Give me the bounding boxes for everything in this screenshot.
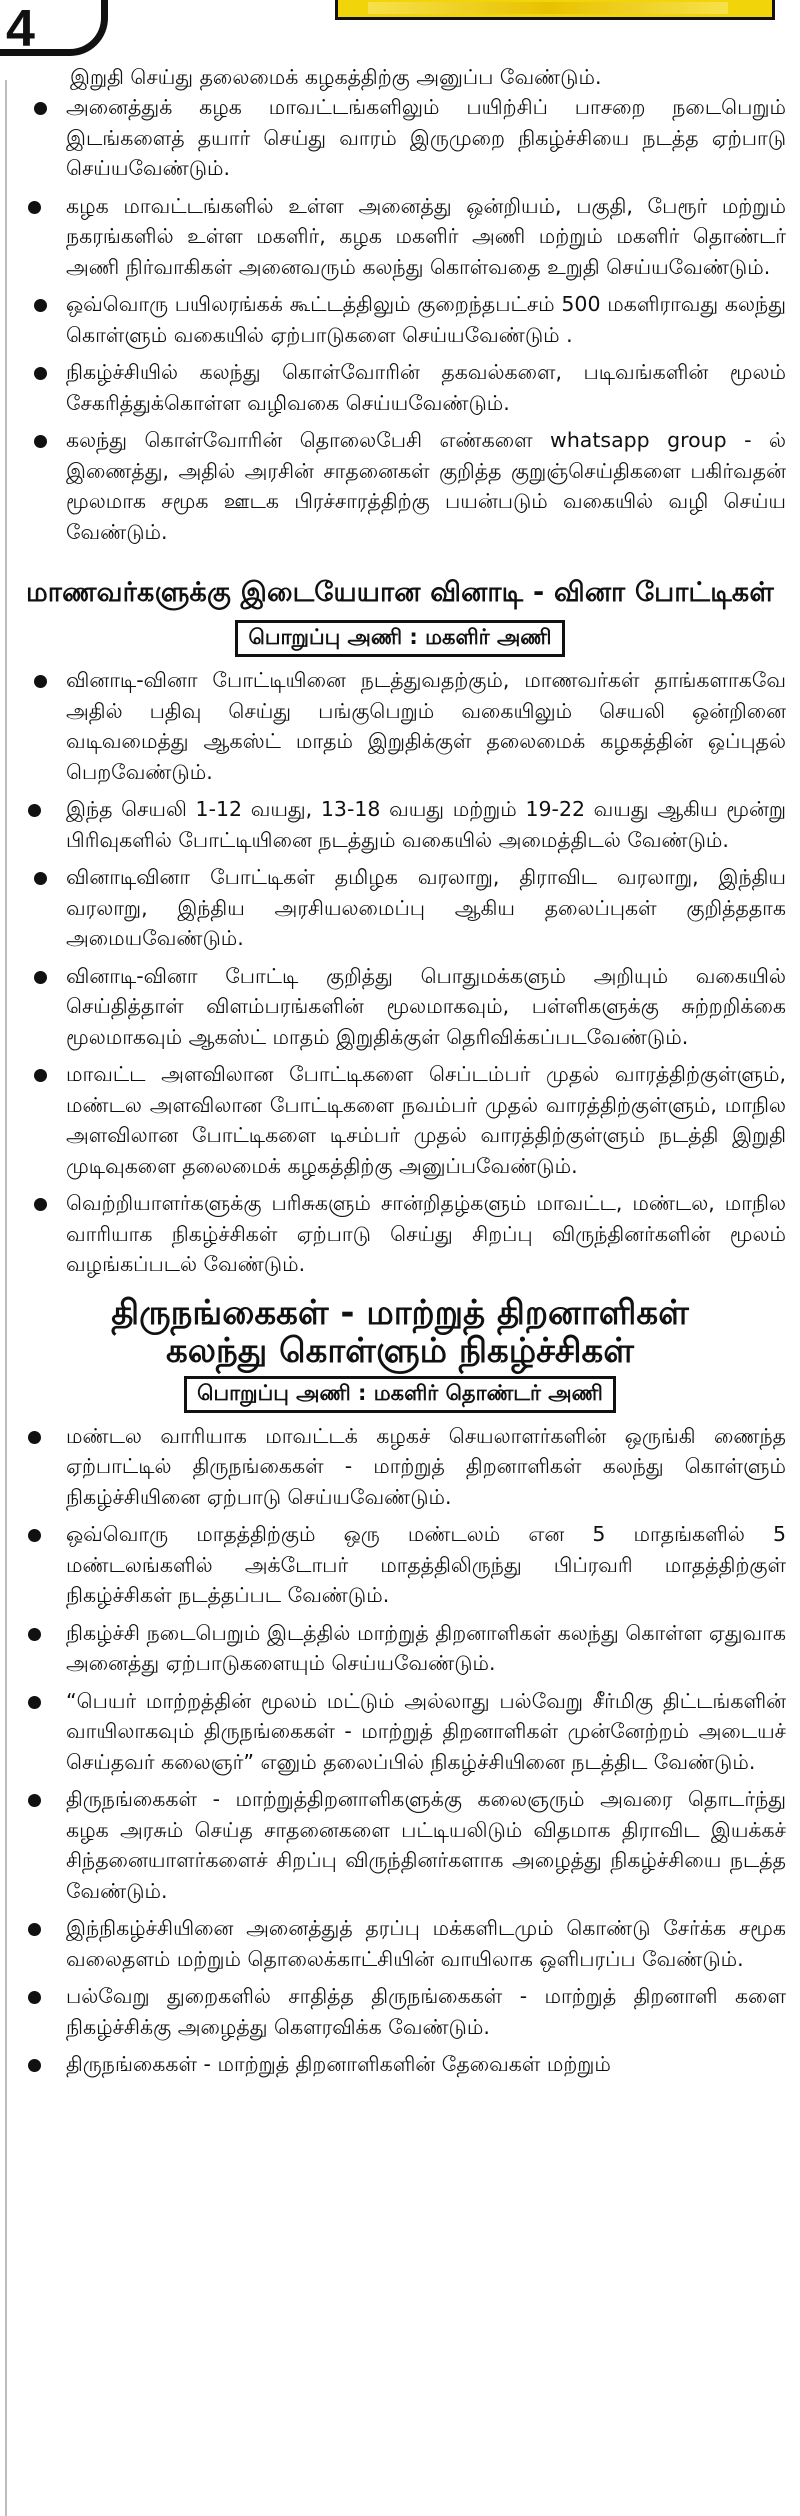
bullet-icon [34, 435, 47, 448]
page-number-badge [0, 0, 108, 56]
list-item-text: இந்த செயலி 1-12 வயது, 13-18 வயது மற்றும் 19-22 வயது ஆகிய மூன்று பிரிவுகளில் போட்டியினை நடத்தும் வகையில் அமைத்திடல் வேண்டும். [66, 797, 786, 852]
list-item-text: ஒவ்வொரு பயிலரங்கக் கூட்டத்திலும் குறைந்தபட்சம் 500 மகளிராவது கலந்து கொள்ளும் வகையில் ஏற்பாடுகளை செய்யவேண்டும் . [66, 292, 786, 347]
list-item [0, 862, 800, 954]
list-item-text: மாவட்ட அளவிலான போட்டிகளை செப்டம்பர் முதல் வாரத்திற்குள்ளும், மண்டல அளவிலான போட்டிகளை நவம்பர் முதல் வாரத்திற்குள்ளும், மாநில அளவிலான போட்டிகளை டிசம்பர் முதல் வாரத்திற்குள்ளும் நடத்தி இறுதி முடிவுகளை தலைமைக் கழகத்திற்கு அனுப்பவேண்டும். [66, 1062, 786, 1178]
list-item [0, 92, 800, 184]
bullet-icon [28, 1923, 41, 1936]
list-item-text: நிகழ்ச்சியில் கலந்து கொள்வோரின் தகவல்களை, படிவங்களின் மூலம் சேகரித்துக்கொள்ள வழிவகை செய்யவேண்டும். [66, 360, 786, 415]
bullet-icon [34, 299, 47, 312]
section2-responsibility-box: பொறுப்பு அணி : மகளிர் அணி [235, 620, 564, 657]
bullet-icon [34, 1069, 47, 1082]
list-item [0, 1519, 800, 1611]
list-item-text: வினாடிவினா போட்டிகள் தமிழக வரலாறு, திராவிட வரலாறு, இந்திய வரலாறு, இந்திய அரசியலமைப்பு ஆகிய தலைப்புகள் குறித்ததாக அமையவேண்டும். [66, 865, 786, 950]
bullet-icon [34, 675, 47, 688]
list-item [0, 665, 800, 787]
section3-responsibility-box: பொறுப்பு அணி : மகளிர் தொண்டர் அணி [184, 1376, 616, 1413]
list-item-text: கலந்து கொள்வோரின் தொலைபேசி எண்களை whatsapp group - ல் இணைத்து, அதில் அரசின் சாதனைகள் குறித்த குறுஞ்செய்திகளை பகிர்வதன் மூலமாக சமூக ஊடக பிரச்சாரத்திற்கு பயன்படும் வகையில் வழி செய்ய வேண்டும். [66, 428, 786, 544]
bullet-icon [34, 1198, 47, 1211]
list-item [0, 289, 800, 350]
list-item-text: வினாடி-வினா போட்டி குறித்து பொதுமக்களும் அறியும் வகையில் செய்தித்தாள் விளம்பரங்களின் மூலமாகவும், பள்ளிகளுக்கு சுற்றறிக்கை மூலமாகவும் ஆகஸ்ட் மாதம் இறுதிக்குள் தெரிவிக்கப்படவேண்டும். [66, 963, 786, 1049]
header-banner-image [335, 0, 775, 20]
section3-heading [0, 1294, 800, 1370]
list-item [0, 1784, 800, 1906]
list-item-text: திருநங்கைகள் - மாற்றுத்திறனாளிகளுக்கு கலைஞரும் அவரை தொடர்ந்து கழக அரசும் செய்த சாதனைகளை பட்டியலிடும் விதமாக திராவிட இயக்கச் சிந்தனையாளர்களைச் சிறப்பு விருந்தினர்களாக அழைத்து நிகழ்ச்சியை நடத்த வேண்டும். [66, 1787, 786, 1903]
bullet-icon [28, 1529, 41, 1542]
bullet-icon [28, 1431, 41, 1444]
section1-intro: இறுதி செய்து தலைமைக் கழகத்திற்கு அனுப்ப வேண்டும். [70, 65, 602, 89]
section3-heading-line1: திருநங்கைகள் - மாற்றுத் திறனாளிகள் [111, 1292, 689, 1333]
list-item [0, 425, 800, 547]
bullet-icon [28, 1696, 41, 1709]
bullet-icon [28, 804, 41, 817]
list-item [0, 1913, 800, 1974]
document-body [0, 62, 800, 2087]
list-item-text: இந்நிகழ்ச்சியினை அனைத்துத் தரப்பு மக்களிடமும் கொண்டு சேர்க்க சமூக வலைதளம் மற்றும் தொலைக்காட்சியின் வாயிலாக ஒளிபரப்ப வேண்டும். [66, 1916, 786, 1971]
page-number: 4 [6, 0, 35, 58]
bullet-icon [34, 102, 47, 115]
bullet-icon [28, 201, 41, 214]
list-item-text: நிகழ்ச்சி நடைபெறும் இடத்தில் மாற்றுத் திறனாளிகள் கலந்து கொள்ள ஏதுவாக அனைத்து ஏற்பாடுகளையும் செய்யவேண்டும். [66, 1620, 786, 1675]
list-item [0, 1686, 800, 1778]
list-item-text: ஒவ்வொரு மாதத்திற்கும் ஒரு மண்டலம் என 5 மாதங்களில் 5 மண்டலங்களில் அக்டோபர் மாதத்திலிருந்து பிப்ரவரி மாதத்திற்குள் நிகழ்ச்சிகள் நடத்தப்பட வேண்டும். [66, 1522, 786, 1607]
list-item-text: “பெயர் மாற்றத்தின் மூலம் மட்டும் அல்லாது பல்வேறு சீர்மிகு திட்டங்களின் வாயிலாகவும் திருநங்கைகள் - மாற்றுத் திறனாளிகள் முன்னேற்றம் அடையச் செய்தவர் கலைஞர்” எனும் தலைப்பில் நிகழ்ச்சியினை நடத்திட வேண்டும். [66, 1688, 786, 1774]
list-item-text: அனைத்துக் கழக மாவட்டங்களிலும் பயிற்சிப் பாசறை நடைபெறும் இடங்களைத் தயார் செய்து வாரம் இருமுறை நிகழ்ச்சியை நடத்த ஏற்பாடு செய்யவேண்டும். [66, 95, 786, 180]
list-item [0, 357, 800, 418]
list-item [0, 1421, 800, 1513]
list-item [0, 961, 800, 1053]
list-item [0, 2049, 800, 2080]
list-item-text: வினாடி-வினா போட்டியினை நடத்துவதற்கும், மாணவர்கள் தாங்களாகவே அதில் பதிவு செய்து பங்குபெறும் வகையிலும் செயலி ஒன்றினை வடிவமைத்து ஆகஸ்ட் மாதம் இறுதிக்குள் தலைமைக் கழகத்தின் ஒப்புதல் பெறவேண்டும். [66, 668, 786, 784]
list-item-text: கழக மாவட்டங்களில் உள்ள அனைத்து ஒன்றியம், பகுதி, பேரூர் மற்றும் நகரங்களில் உள்ள மகளிர், கழக மகளிர் அணி மற்றும் மகளிர் தொண்டர் அணி நிர்வாகிகள் அனைவரும் கலந்து கொள்வதை உறுதி செய்யவேண்டும். [66, 193, 786, 279]
bullet-icon [28, 1628, 41, 1641]
list-item-text: பல்வேறு துறைகளில் சாதித்த திருநங்கைகள் - மாற்றுத் திறனாளி களை நிகழ்ச்சிக்கு அழைத்து கௌரவிக்க வேண்டும். [66, 1984, 786, 2039]
bullet-icon [34, 872, 47, 885]
bullet-icon [34, 367, 47, 380]
section3-heading-line2: கலந்து கொள்ளும் நிகழ்ச்சிகள் [166, 1330, 634, 1371]
list-item [0, 1981, 800, 2042]
list-item [0, 1059, 800, 1181]
list-item-text: மண்டல வாரியாக மாவட்டக் கழகச் செயலாளர்களின் ஒருங்கி ணைந்த ஏற்பாட்டில் திருநங்கைகள் - மாற்றுத் திறனாளிகள் கலந்து கொள்ளும் நிகழ்ச்சியினை ஏற்பாடு செய்யவேண்டும். [66, 1423, 786, 1509]
list-item [0, 1188, 800, 1280]
bullet-icon [28, 1991, 41, 2004]
bullet-icon [28, 1794, 41, 1807]
bullet-icon [34, 971, 47, 984]
list-item-text: வெற்றியாளர்களுக்கு பரிசுகளும் சான்றிதழ்களும் மாவட்ட, மண்டல, மாநில வாரியாக நிகழ்ச்சிகள் ஏற்பாடு செய்து சிறப்பு விருந்தினர்களின் மூலம் வழங்கப்படல் வேண்டும். [66, 1191, 786, 1276]
list-item [0, 191, 800, 283]
list-item [0, 1618, 800, 1679]
list-item [0, 794, 800, 855]
section2-heading: மாணவர்களுக்கு இடையேயான வினாடி - வினா போட்டிகள் [26, 577, 774, 608]
list-item-text: திருநங்கைகள் - மாற்றுத் திறனாளிகளின் தேவைகள் மற்றும் [66, 2052, 611, 2076]
bullet-icon [28, 2059, 41, 2072]
